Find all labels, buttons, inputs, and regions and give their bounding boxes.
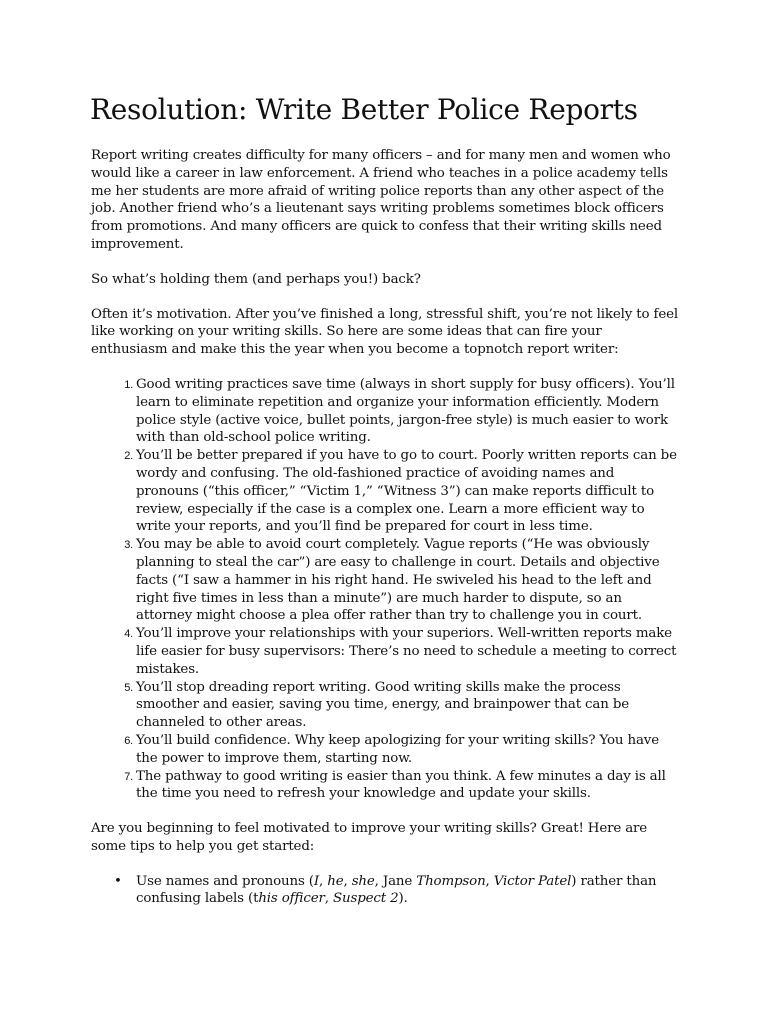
tip-label-officer: his officer (258, 891, 325, 907)
tips-list (91, 873, 679, 909)
list-item: 1. Good writing practices save time (always in short supply for busy officers). You’ll learn to eliminate repetition and organize your information efficiently. Modern police style (active voice, bullet points, jargon-free style) is much easier to work with than old-school police writing. (136, 376, 679, 447)
intro-paragraph: Report writing creates difficulty for many officers – and for many men and women who would like a career in law enforcement. A friend who teaches in a police academy tells me her students are more afraid of writing police reports than any other aspect of the job. Another friend who’s a lieutenant says writing problems sometimes block officers from promotions. And many officers are quick to confess that their writing skills need improvement. (91, 148, 671, 252)
tip-separator: , (485, 873, 494, 889)
tip-text: Use names and pronouns ( (136, 873, 314, 889)
tip-separator: , (343, 873, 352, 889)
tip-text: ) rather than confusing labels (t (136, 873, 657, 907)
list-item: 2. You’ll be better prepared if you have to go to court. Poorly written reports can be wordy and confusing. The old-fashioned practice of avoiding names and pronouns (“this officer,” “Victim 1,” “Witness 3”) can make reports difficult to review, especially if the case is a complex one. Learn a more efficient way to write your reports, and you’ll find be prepared for court in less time. (136, 447, 679, 536)
tip-separator: , (319, 873, 328, 889)
tip-pronoun-he: he (327, 873, 344, 889)
tip-pronoun-i: I (313, 873, 319, 889)
bullet-marker: • (114, 873, 122, 889)
document-body (91, 147, 679, 908)
list-item: 6. You’ll build confidence. Why keep apologizing for your writing skills? You have the power to improve them, starting now. (136, 732, 679, 768)
tip-item (114, 873, 679, 909)
tip-label-suspect: Suspect 2 (333, 891, 399, 907)
tip-name-thompson: Thompson (416, 873, 486, 889)
reasons-list (91, 376, 679, 803)
tip-text: ). (398, 891, 408, 907)
page-title: Resolution: Write Better Police Reports (90, 93, 638, 126)
list-item: 5. You’ll stop dreading report writing. Good writing skills make the process smoother and easier, saving you time, energy, and brainpower that can be channeled to other areas. (136, 679, 679, 732)
tip-name-jane: , Jane (374, 873, 417, 889)
question-paragraph: So what’s holding them (and perhaps you!) back? (91, 271, 421, 287)
tip-pronoun-she: she (351, 873, 375, 889)
outro-paragraph: Are you beginning to feel motivated to improve your writing skills? Great! Here are some tips to help you get started: (91, 821, 648, 854)
list-item: 7. The pathway to good writing is easier than you think. A few minutes a day is all the time you need to refresh your knowledge and update your skills. (136, 768, 679, 804)
list-item: 4. You’ll improve your relationships with your superiors. Well-written reports make life easier for busy supervisors: There’s no need to schedule a meeting to correct mistakes. (136, 625, 679, 678)
tip-name-victor: Victor Patel (493, 873, 572, 889)
list-item: 3. You may be able to avoid court completely. Vague reports (“He was obviously planning to steal the car”) are easy to challenge in court. Details and objective facts (“I saw a hammer in his right hand. He swiveled his head to the left and right five times in less than a minute”) are much harder to dispute, so an attorney might choose a plea offer rather than try to challenge you in court. (136, 536, 679, 625)
motivation-paragraph: Often it’s motivation. After you’ve finished a long, stressful shift, you’re not likely to feel like working on your writing skills. So here are some ideas that can fire your enthusiasm and make this the year when you become a topnotch report writer: (91, 306, 679, 358)
tip-separator: , (324, 891, 333, 907)
